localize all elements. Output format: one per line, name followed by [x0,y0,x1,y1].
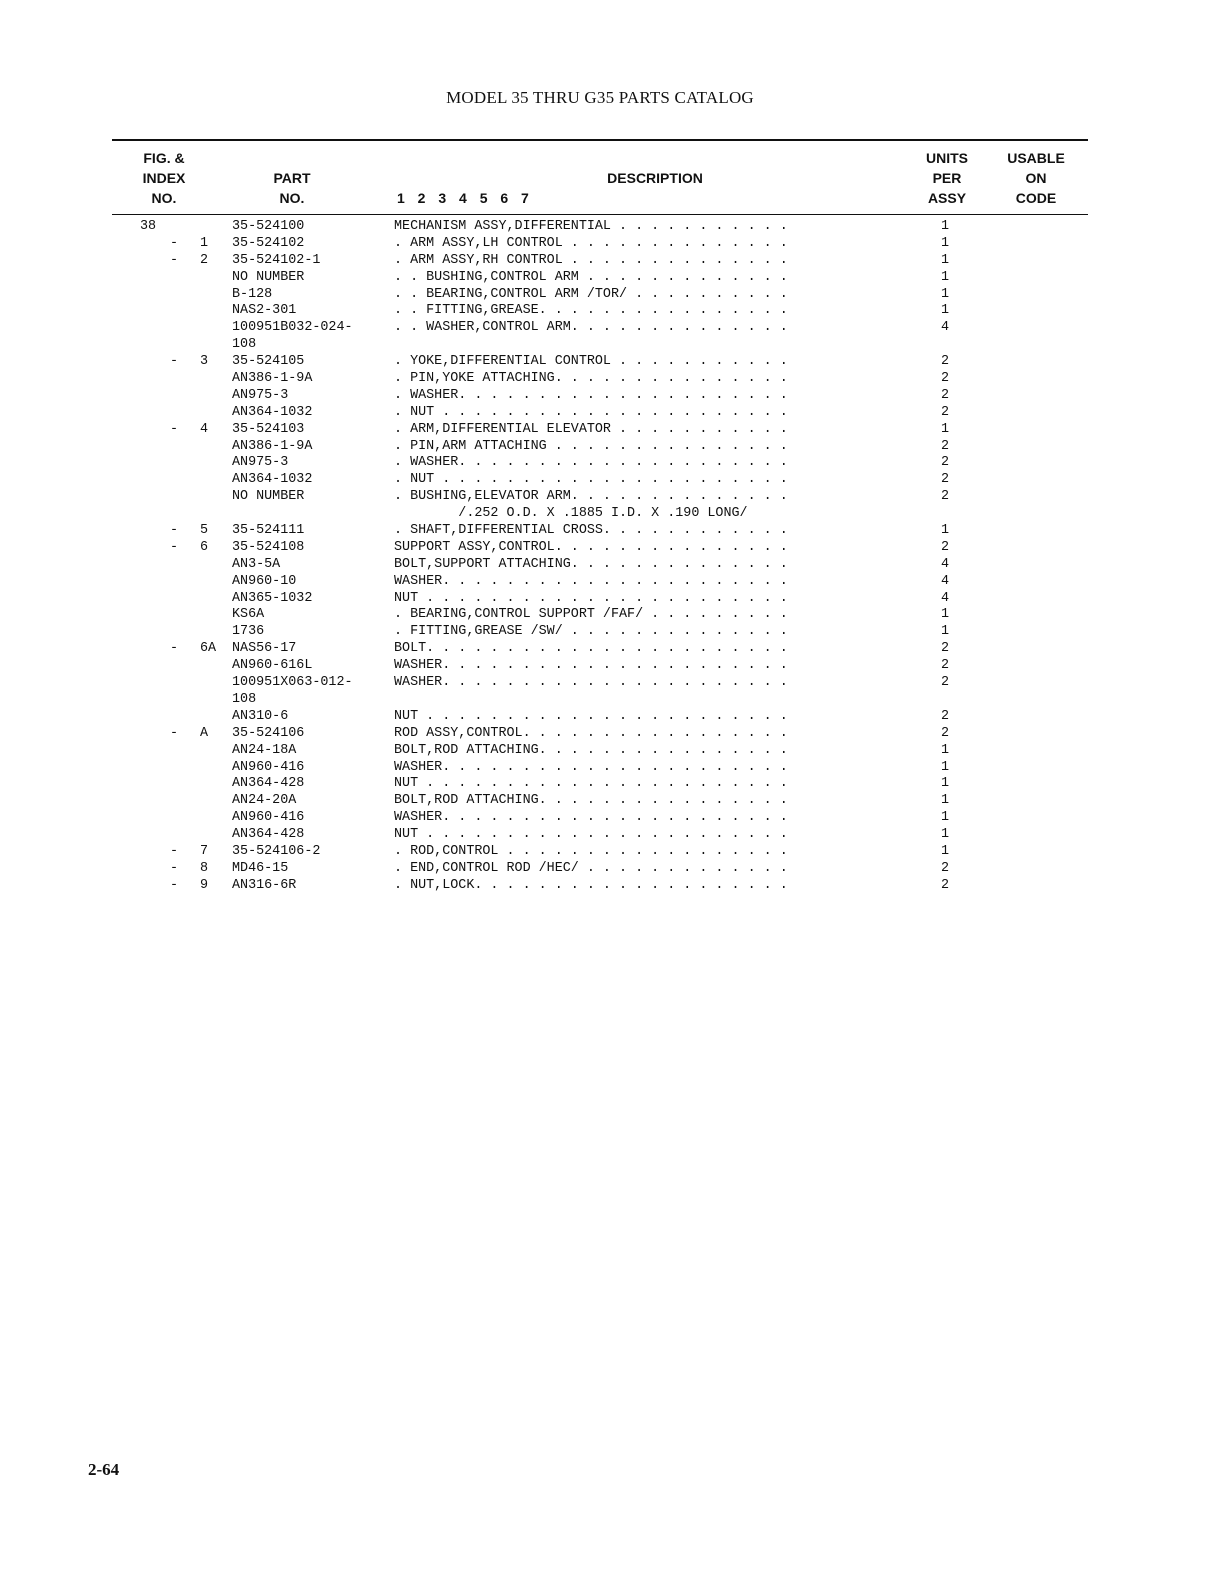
cell-desc: NUT . . . . . . . . . . . . . . . . . . . . . . . [394,776,788,792]
table-row [0,287,1224,304]
cell-part: AN364-428 [232,827,305,843]
header-part-line-2: NO. [279,190,305,206]
cell-part: 108 [232,337,257,353]
cell-desc: . WASHER. . . . . . . . . . . . . . . . . . . . . [394,387,788,403]
header-bottom-rule [112,214,1088,215]
cell-desc: /.252 O.D. X .1885 I.D. X .190 LONG/ [394,506,748,522]
table-row [0,641,1224,658]
cell-part: AN24-20A [232,793,297,809]
header-usable-line-3: CODE [1015,190,1057,206]
table-row [0,472,1224,489]
cell-desc: . . WASHER,CONTROL ARM. . . . . . . . . . . . . . [394,320,788,336]
cell-units: 4 [940,590,950,606]
table-row [0,878,1224,895]
cell-part: 1736 [232,624,265,640]
cell-desc: . BEARING,CONTROL SUPPORT /FAF/ . . . . . . . . . [394,607,788,623]
cell-desc: . NUT,LOCK. . . . . . . . . . . . . . . . . . . . [394,877,788,893]
cell-dash: - [170,725,179,741]
cell-dash: - [170,235,179,251]
table-row [0,523,1224,540]
cell-desc: . PIN,ARM ATTACHING . . . . . . . . . . . . . . . [394,438,788,454]
header-fig-line-1: FIG. & [143,150,185,166]
cell-units: 1 [940,219,950,234]
cell-part: AN316-6R [232,877,297,893]
table-row [0,219,1224,236]
cell-part: AN975-3 [232,387,289,403]
cell-units: 1 [940,810,950,826]
table-row [0,303,1224,320]
cell-part: 35-524105 [232,354,305,370]
cell-part: AN24-18A [232,742,297,758]
table-row [0,253,1224,270]
cell-desc: . . FITTING,GREASE. . . . . . . . . . . . . . . . [394,303,788,319]
cell-fig: 38 [140,219,157,234]
table-row [0,692,1224,709]
header-part-line-1: PART [273,170,311,186]
cell-idx: 6A [200,641,217,657]
table-row [0,844,1224,861]
header-description: DESCRIPTION [607,170,703,186]
cell-units: 4 [940,573,950,589]
page-title: MODEL 35 THRU G35 PARTS CATALOG [446,88,754,107]
cell-part: AN960-416 [232,810,305,826]
cell-part: AN364-1032 [232,472,313,488]
table-row [0,388,1224,405]
header-part-no [252,168,332,208]
cell-part: 100951B032-024- [232,320,353,336]
cell-part: 100951X063-012- [232,675,353,691]
table-row [0,607,1224,624]
cell-part: 35-524111 [232,523,305,539]
cell-desc: . ROD,CONTROL . . . . . . . . . . . . . . . . . . [394,843,788,859]
cell-desc: . FITTING,GREASE /SW/ . . . . . . . . . . . . . . [394,624,788,640]
cell-part: AN364-1032 [232,404,313,420]
header-units-per-assy [912,148,982,208]
cell-units: 1 [940,624,950,640]
cell-idx: 9 [200,877,209,893]
cell-part: 35-524100 [232,219,305,234]
cell-desc: . . BEARING,CONTROL ARM /TOR/ . . . . . . . . . . [394,286,788,302]
cell-part: 108 [232,691,257,707]
cell-part: KS6A [232,607,265,623]
cell-dash: - [170,877,179,893]
header-units-line-2: PER [932,170,962,186]
table-row [0,540,1224,557]
cell-units: 2 [940,472,950,488]
table-row [0,320,1224,337]
cell-units: 1 [940,742,950,758]
cell-units: 4 [940,556,950,572]
cell-units: 1 [940,607,950,623]
table-row [0,743,1224,760]
cell-idx: 4 [200,421,209,437]
table-row [0,591,1224,608]
cell-units: 2 [940,455,950,471]
cell-units: 2 [940,438,950,454]
cell-dash: - [170,354,179,370]
cell-units: 1 [940,286,950,302]
cell-desc: . NUT . . . . . . . . . . . . . . . . . . . . . . [394,472,788,488]
cell-desc: BOLT,ROD ATTACHING. . . . . . . . . . . . . . . . [394,793,788,809]
cell-dash: - [170,252,179,268]
cell-desc: WASHER. . . . . . . . . . . . . . . . . . . . . . [394,810,788,826]
cell-part: 35-524106-2 [232,843,321,859]
header-usable-line-2: ON [1025,170,1047,186]
cell-units: 1 [940,827,950,843]
table-row [0,675,1224,692]
header-top-rule [112,139,1088,141]
cell-desc: . . BUSHING,CONTROL ARM . . . . . . . . . . . . . [394,269,788,285]
table-row [0,624,1224,641]
table-row [0,658,1224,675]
header-fig-index-no [126,148,202,208]
cell-part: MD46-15 [232,860,289,876]
cell-dash: - [170,421,179,437]
cell-units: 2 [940,658,950,674]
table-row [0,337,1224,354]
cell-part: 35-524108 [232,539,305,555]
cell-desc: WASHER. . . . . . . . . . . . . . . . . . . . . . [394,658,788,674]
table-row [0,776,1224,793]
cell-units: 1 [940,303,950,319]
cell-idx: 3 [200,354,209,370]
header-usable-line-1: USABLE [1007,150,1065,166]
table-row [0,405,1224,422]
cell-part: 35-524106 [232,725,305,741]
cell-desc: NUT . . . . . . . . . . . . . . . . . . . . . . . [394,590,788,606]
cell-dash: - [170,539,179,555]
cell-part: AN960-416 [232,759,305,775]
cell-units: 1 [940,235,950,251]
cell-dash: - [170,523,179,539]
table-row [0,371,1224,388]
table-row [0,506,1224,523]
table-row [0,455,1224,472]
cell-desc: WASHER. . . . . . . . . . . . . . . . . . . . . . [394,675,788,691]
cell-desc: . ARM,DIFFERENTIAL ELEVATOR . . . . . . . . . . . [394,421,788,437]
parts-list [0,219,1224,895]
table-row [0,489,1224,506]
cell-desc: . ARM ASSY,LH CONTROL . . . . . . . . . . . . . . [394,235,788,251]
cell-idx: 1 [200,235,209,251]
table-row [0,236,1224,253]
cell-idx: 2 [200,252,209,268]
table-row [0,422,1224,439]
cell-units: 2 [940,641,950,657]
cell-units: 2 [940,489,950,505]
table-row [0,793,1224,810]
cell-desc: WASHER. . . . . . . . . . . . . . . . . . . . . . [394,759,788,775]
cell-desc: SUPPORT ASSY,CONTROL. . . . . . . . . . . . . . . [394,539,788,555]
cell-units: 2 [940,387,950,403]
cell-desc: . WASHER. . . . . . . . . . . . . . . . . . . . . [394,455,788,471]
cell-part: 35-524102 [232,235,305,251]
cell-desc: . ARM ASSY,RH CONTROL . . . . . . . . . . . . . . [394,252,788,268]
cell-part: AN975-3 [232,455,289,471]
cell-desc: NUT . . . . . . . . . . . . . . . . . . . . . . . [394,708,788,724]
cell-part: NAS56-17 [232,641,297,657]
header-fig-line-3: NO. [151,190,177,206]
cell-desc: . PIN,YOKE ATTACHING. . . . . . . . . . . . . . . [394,371,788,387]
cell-dash: - [170,641,179,657]
cell-units: 2 [940,371,950,387]
cell-units: 2 [940,539,950,555]
cell-desc: BOLT,SUPPORT ATTACHING. . . . . . . . . . . . . . [394,556,788,572]
cell-desc: . BUSHING,ELEVATOR ARM. . . . . . . . . . . . . . [394,489,788,505]
cell-part: AN3-5A [232,556,281,572]
table-row [0,810,1224,827]
cell-units: 2 [940,675,950,691]
cell-units: 1 [940,269,950,285]
cell-part: AN960-10 [232,573,297,589]
cell-units: 2 [940,404,950,420]
cell-part: 35-524103 [232,421,305,437]
header-usable-on-code [996,148,1076,208]
cell-part: NO NUMBER [232,489,305,505]
cell-units: 1 [940,843,950,859]
cell-units: 4 [940,320,950,336]
header-fig-line-2: INDEX [142,170,186,186]
cell-desc: . YOKE,DIFFERENTIAL CONTROL . . . . . . . . . . . [394,354,788,370]
cell-part: NO NUMBER [232,269,305,285]
table-row [0,760,1224,777]
cell-units: 2 [940,354,950,370]
cell-units: 2 [940,860,950,876]
cell-desc: NUT . . . . . . . . . . . . . . . . . . . . . . . [394,827,788,843]
cell-idx: 7 [200,843,209,859]
cell-desc: . NUT . . . . . . . . . . . . . . . . . . . . . . [394,404,788,420]
header-units-line-3: ASSY [927,190,967,206]
table-row [0,726,1224,743]
cell-idx: A [200,725,209,741]
cell-desc: WASHER. . . . . . . . . . . . . . . . . . . . . . [394,573,788,589]
cell-part: AN310-6 [232,708,289,724]
cell-units: 2 [940,877,950,893]
cell-desc: ROD ASSY,CONTROL. . . . . . . . . . . . . . . . . [394,725,788,741]
table-row [0,270,1224,287]
cell-desc: BOLT,ROD ATTACHING. . . . . . . . . . . . . . . . [394,742,788,758]
cell-desc: . END,CONTROL ROD /HEC/ . . . . . . . . . . . . . [394,860,788,876]
cell-idx: 8 [200,860,209,876]
cell-units: 1 [940,523,950,539]
cell-part: NAS2-301 [232,303,297,319]
cell-dash: - [170,843,179,859]
cell-part: AN386-1-9A [232,371,313,387]
cell-part: 35-524102-1 [232,252,321,268]
cell-idx: 5 [200,523,209,539]
cell-desc: MECHANISM ASSY,DIFFERENTIAL . . . . . . . . . . . [394,219,788,234]
cell-part: AN386-1-9A [232,438,313,454]
table-row [0,574,1224,591]
header-units-line-1: UNITS [926,150,968,166]
table-row [0,861,1224,878]
cell-desc: BOLT. . . . . . . . . . . . . . . . . . . . . . . [394,641,788,657]
cell-units: 1 [940,793,950,809]
cell-units: 1 [940,421,950,437]
cell-desc: . SHAFT,DIFFERENTIAL CROSS. . . . . . . . . . . . [394,523,788,539]
cell-idx: 6 [200,539,209,555]
cell-dash: - [170,860,179,876]
table-row [0,709,1224,726]
table-row [0,354,1224,371]
page-number: 2-64 [88,1460,120,1479]
cell-part: AN364-428 [232,776,305,792]
cell-units: 1 [940,252,950,268]
cell-units: 1 [940,759,950,775]
cell-units: 1 [940,776,950,792]
header-indent-digits: 1 2 3 4 5 6 7 [397,190,534,206]
cell-units: 2 [940,725,950,741]
cell-units: 2 [940,708,950,724]
table-row [0,557,1224,574]
cell-part: AN365-1032 [232,590,313,606]
cell-part: B-128 [232,286,273,302]
table-row [0,439,1224,456]
table-row [0,827,1224,844]
cell-part: AN960-616L [232,658,313,674]
